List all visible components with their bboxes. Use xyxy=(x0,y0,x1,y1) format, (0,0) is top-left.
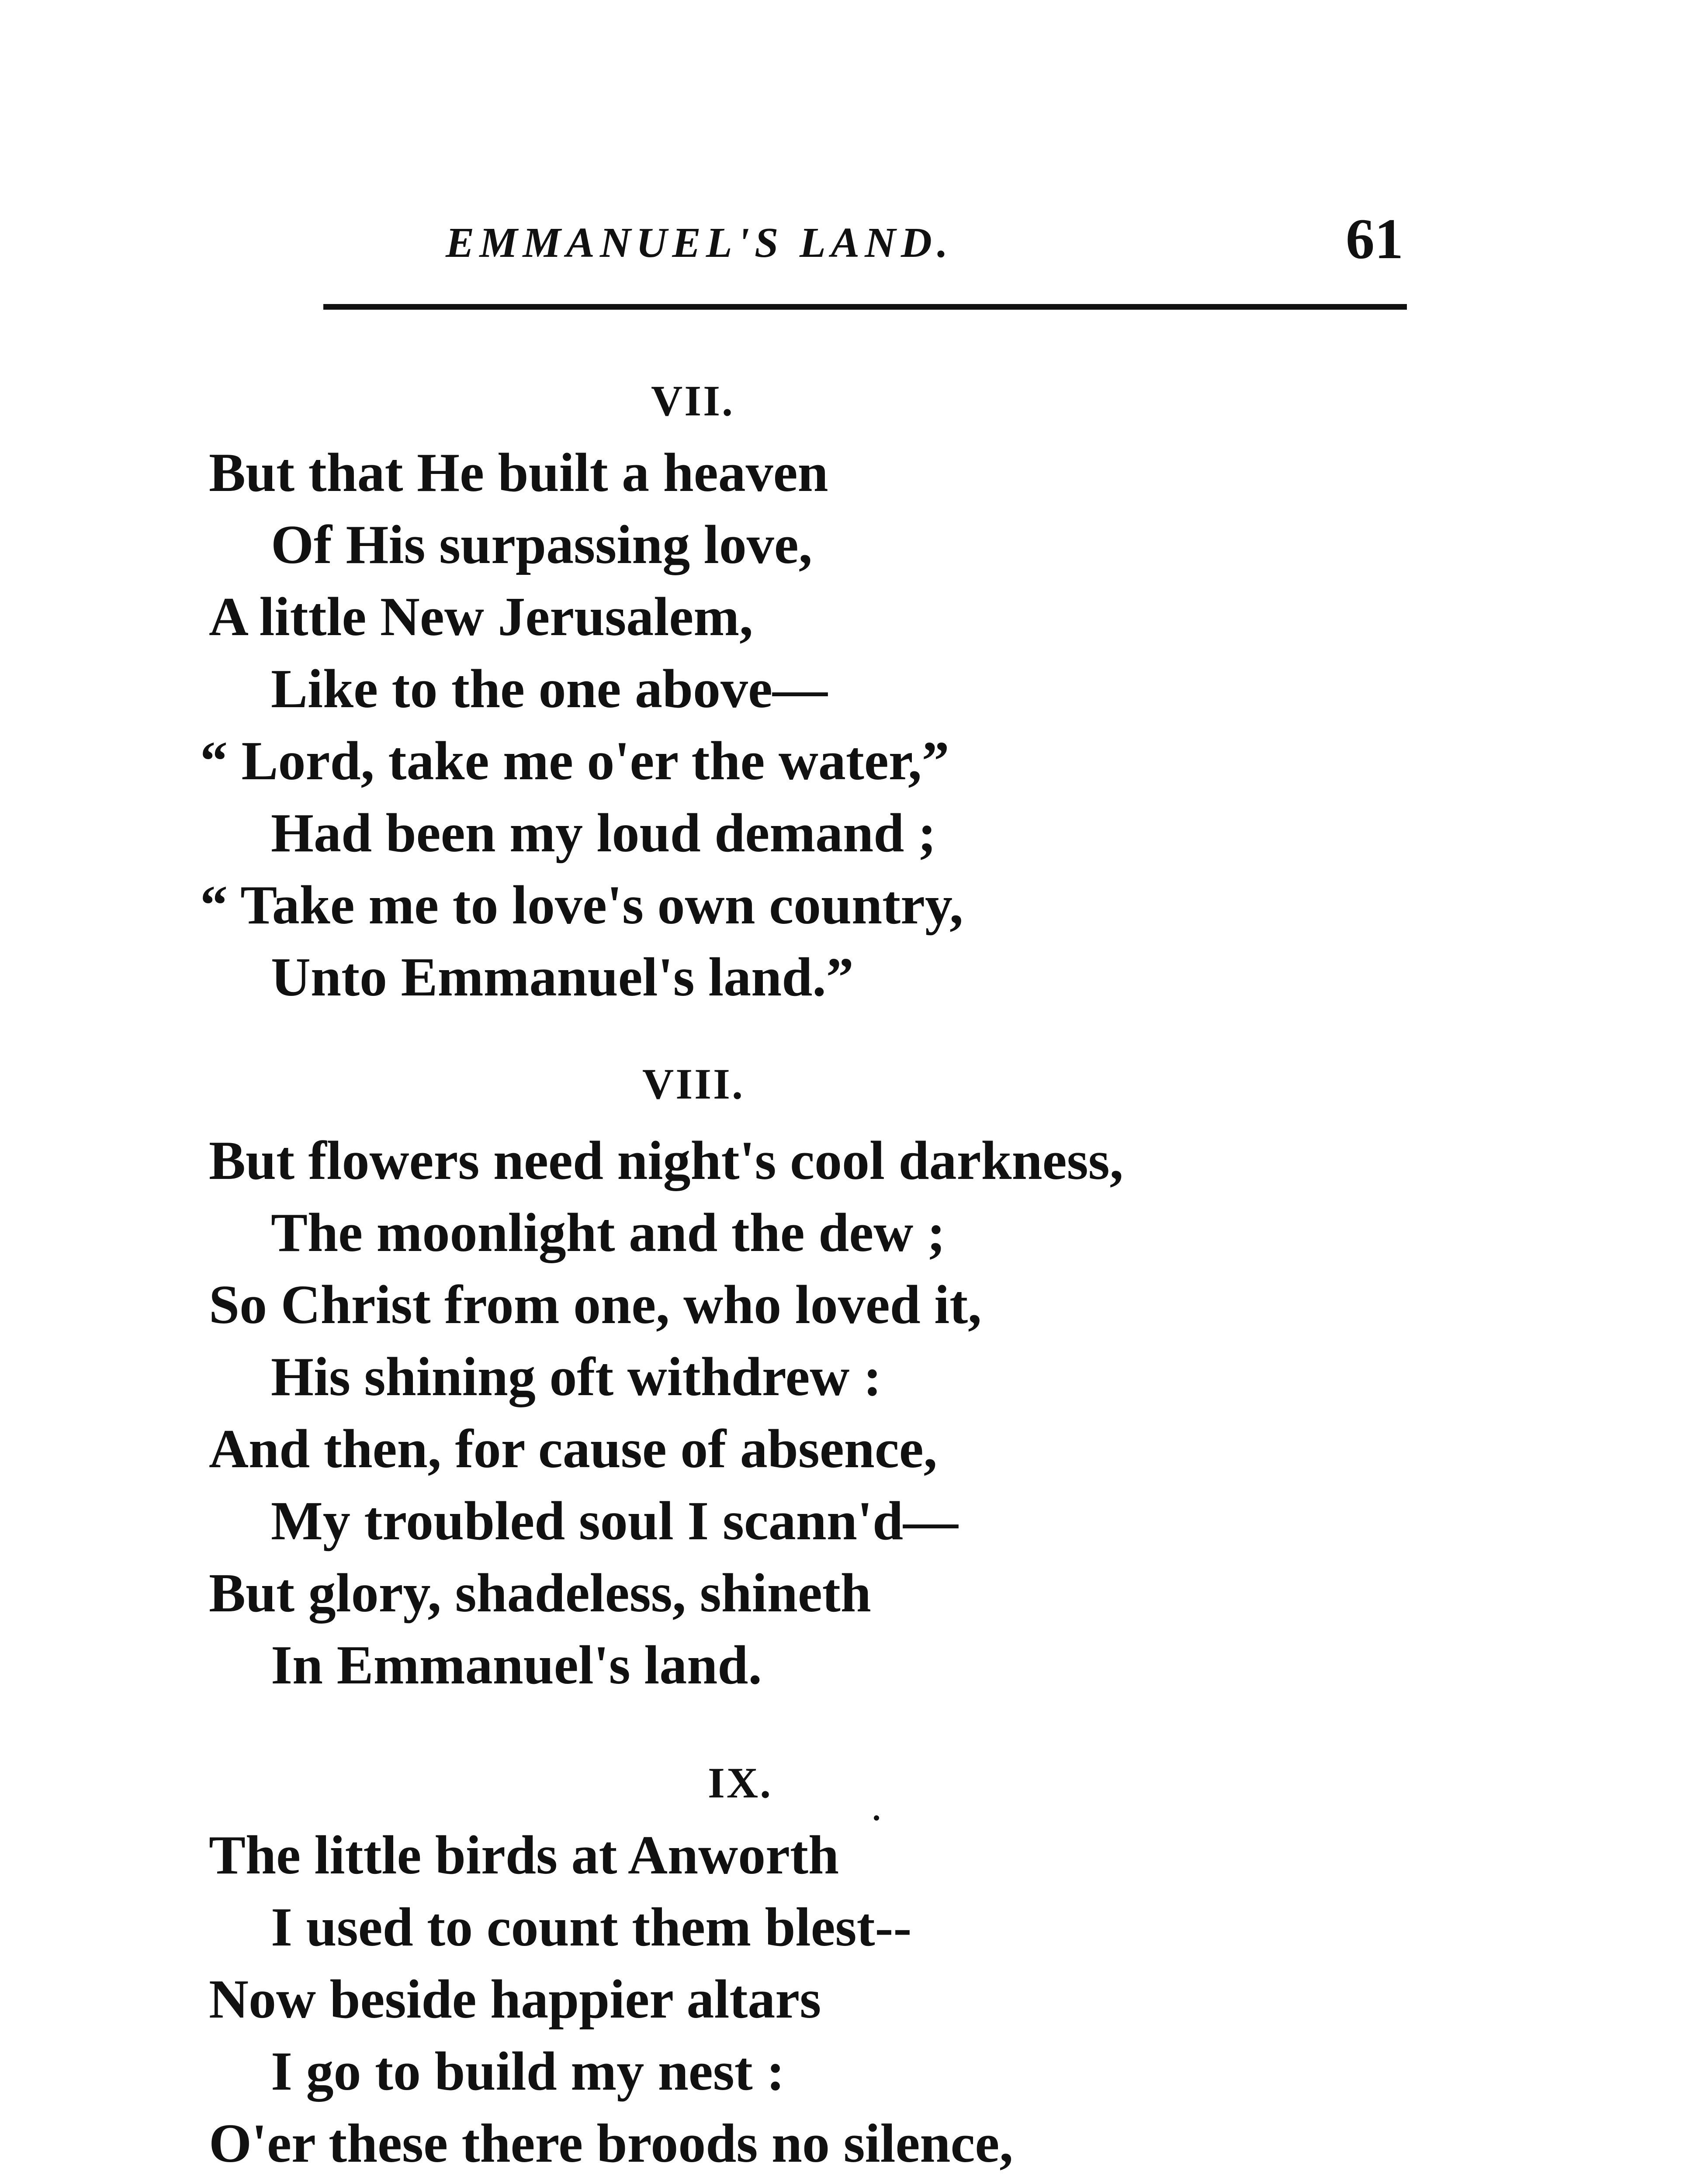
print-speck xyxy=(874,1815,879,1821)
poem-line: And then, for cause of absence, xyxy=(209,1419,938,1479)
poem-line: But glory, shadeless, shineth xyxy=(209,1563,871,1624)
poem-line: In Emmanuel's land. xyxy=(271,1635,762,1696)
running-title: EMMANUEL'S LAND. xyxy=(446,219,953,266)
poem-line: A little New Jerusalem, xyxy=(209,587,753,647)
poem-line: Now beside happier altars xyxy=(209,1969,821,2030)
poem-line: The moonlight and the dew ; xyxy=(271,1203,946,1263)
poem-line: But flowers need night's cool darkness, xyxy=(209,1130,1124,1191)
poem-line: But that He built a heaven xyxy=(209,442,828,503)
poem-line: Of His surpassing love, xyxy=(271,515,813,575)
poem-line: “ Lord, take me o'er the water,” xyxy=(200,731,949,791)
poem-line: The little birds at Anworth xyxy=(209,1825,839,1886)
page-number: 61 xyxy=(1346,207,1403,271)
header-rule xyxy=(323,304,1407,310)
stanza-number: IX. xyxy=(708,1759,773,1807)
poem-line: Unto Emmanuel's land.” xyxy=(271,947,854,1008)
poem-line: I go to build my nest : xyxy=(271,2041,785,2102)
stanza-number: VIII. xyxy=(642,1060,745,1108)
poem-line: My troubled soul I scann'd— xyxy=(271,1491,959,1552)
stanza-number: VII. xyxy=(651,377,735,425)
poem-line: So Christ from one, who loved it, xyxy=(209,1275,982,1335)
poem-line: “ Take me to love's own country, xyxy=(200,875,963,936)
poem-line: Had been my loud demand ; xyxy=(271,803,936,864)
poem-line: I used to count them blest-- xyxy=(271,1897,912,1958)
poem-line: O'er these there broods no silence, xyxy=(209,2113,1013,2174)
poem-line: His shining oft withdrew : xyxy=(271,1347,882,1407)
poem-line: Like to the one above— xyxy=(271,659,828,719)
